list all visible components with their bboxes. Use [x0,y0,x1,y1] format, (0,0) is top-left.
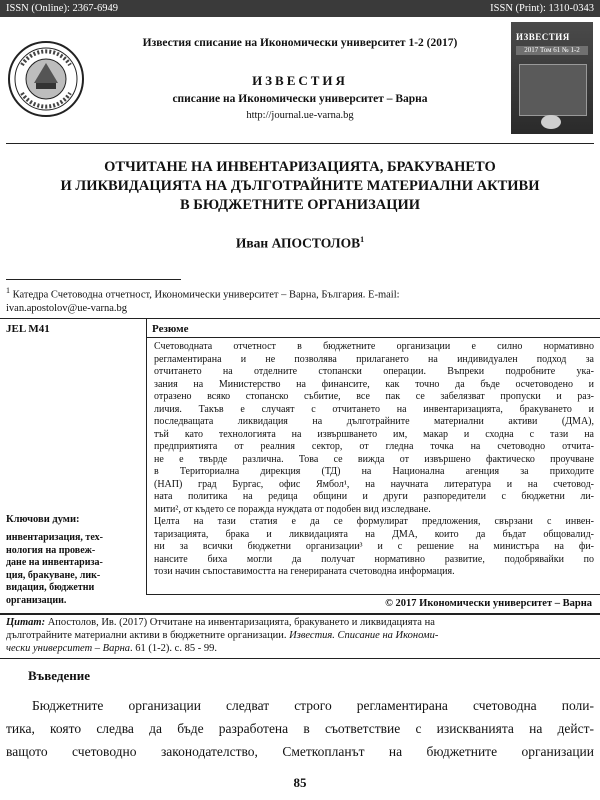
body-line: Бюджетните организации следват строго регламентирана счетоводна поли- [32,698,594,713]
cover-title: ИЗВЕСТИЯ [516,32,570,42]
abstract-line: регламентирана и не позволява прилагането на индивидуален подход за [154,353,594,365]
abstract-heading-rule [146,337,600,338]
keywords-line: организации. [6,594,67,606]
citation-label: Цитат: [6,617,46,628]
abstract-column-divider [146,318,147,595]
issn-bar [0,0,600,17]
abstract-line: таризацията, брака и ликвидацията на ДМА, които да бъдат общовалид- [154,528,594,540]
keywords-line: видация, бюджетни [6,582,95,593]
citation-top-rule [0,613,600,614]
body-line: ващото счетоводно законодателство, Сметкопланът на бюджетните организации [6,744,594,759]
cover-issue: 2017 Том 61 № 1-2 [516,46,588,55]
abstract-line: (НАП) град Бургас, офис Ямбол¹, на научната литература и на счетовод- [154,478,594,490]
abstract-line: личия. Такъв е случаят с отчитането на инвентаризацията, бракуването и [154,403,594,415]
author-footnote [6,284,594,315]
keywords-line: дане на инвентариза- [6,557,103,568]
jel-code: JEL M41 [6,323,50,335]
abstract-line: зания на Министерство на финансите, как точно да бъде осчетоводено и [154,378,594,390]
copyright-notice: © 2017 Икономически университет – Варна [385,598,592,609]
citation-line: Цитат: Апостолов, Ив. (2017) Отчитане на инвентаризацията, бракуването и ликвидацията на [6,617,435,628]
body-line: тика, която следва да бъде разработена в съответствие с изискванията на дейст- [6,721,594,736]
author-name: Иван АПОСТОЛОВ [235,235,361,251]
issn-online: ISSN (Online): 2367-6949 [6,3,118,14]
abstract-line: в Териториална дирекция (ТД) на Национална агенция за приходите [154,466,594,477]
abstract-line: отчитането на отделните стопански операции. Въпреки подробните ука- [154,366,594,377]
introduction-heading: Въведение [28,668,90,683]
abstract-line: тъй като технологията на извършването им, макар и сходна с тази на [154,428,594,440]
abstract-line: Счетоводната отчетност в бюджетните организации е силно нормативно [154,341,594,352]
abstract-line: отразено всяко стопанско събитие, все пак се забелязват пропуски и раз- [154,391,594,402]
cover-logo [541,115,561,129]
copyright-rule [146,594,600,595]
journal-name: ИЗВЕСТИЯ [252,73,348,88]
citation-bottom-rule [0,658,600,659]
footnote-line: $^1$ Катедра Счетоводна отчетност, Икономически университет – Варна, България. E-mail: [6,286,400,301]
abstract-line: не е твърде различна. Това се вижда от извършено фактическо проучване [154,453,594,465]
abstract-text [154,341,594,579]
abstract-line: последващата ликвидация на дълготрайните материални активи (ДМА), [154,416,594,427]
journal-line: Известия списание на Икономически университет 1-2 (2017) [142,37,458,49]
title-line: ОТЧИТАНЕ НА ИНВЕНТАРИЗАЦИЯТА, БРАКУВАНЕТО [104,159,496,175]
page-number: 85 [293,775,307,790]
keywords-list [6,532,142,607]
abstract-line: ната политика на редица общини и други разпоредители с бюджетни ли- [154,491,594,502]
author-footnote-mark: 1 [360,235,365,244]
abstract-heading: Резюме [152,323,189,335]
journal-subtitle: списание на Икономически университет – Варна [172,93,428,105]
citation-block [6,616,594,655]
abstract-line: ни за всички бюджетни организации³ и с решение на министъра на фи- [154,541,594,552]
footnote-line[interactable]: ivan.apostolov@ue-varna.bg [6,302,128,314]
title-line: И ЛИКВИДАЦИЯТА НА ДЪЛГОТРАЙНИТЕ МАТЕРИАЛНИ АКТИВИ [60,178,540,194]
article-title [30,158,570,215]
journal-url[interactable]: http://journal.ue-varna.bg [246,110,354,121]
citation-line: дълготрайните материални активи в бюджетните организации. Известия. Списание на Икономи- [6,630,439,641]
issn-print: ISSN (Print): 1310-0343 [490,3,594,14]
introduction-text [6,694,594,763]
footnote-mark: 1 [6,286,10,295]
abstract-line: предприятията от реалния сектор, от гледна точка на счетоводно отчита- [154,441,594,452]
keywords-line: инвентаризация, тех- [6,532,103,543]
abstract-line: Целта на тази статия е да се формулират предложения, свързани с инвен- [154,516,594,527]
citation-line: чески университет – Варна. 61 (1-2). с. 85 - 99. [6,643,217,654]
cover-picture [519,64,587,116]
keywords-heading: Ключови думи: [6,514,80,525]
footnote-rule [6,279,181,280]
abstract-line: този начин съпоставимостта на генерираната счетоводна информация. [154,566,455,577]
keywords-line: ция, бракуване, лик- [6,569,101,581]
article-author [30,235,570,252]
university-seal-logo [6,27,86,131]
journal-cover-thumbnail [511,22,593,134]
abstract-line: мити², от където се поражда нуждата от подобен вид изследване. [154,503,431,515]
title-line: В БЮДЖЕТНИТЕ ОРГАНИЗАЦИИ [179,197,421,213]
keywords-line: нология на провеж- [6,544,96,556]
abstract-line: нансите биха могли да получат нормативно развитие, подобрявайки по [154,553,594,565]
header-rule [6,143,594,144]
